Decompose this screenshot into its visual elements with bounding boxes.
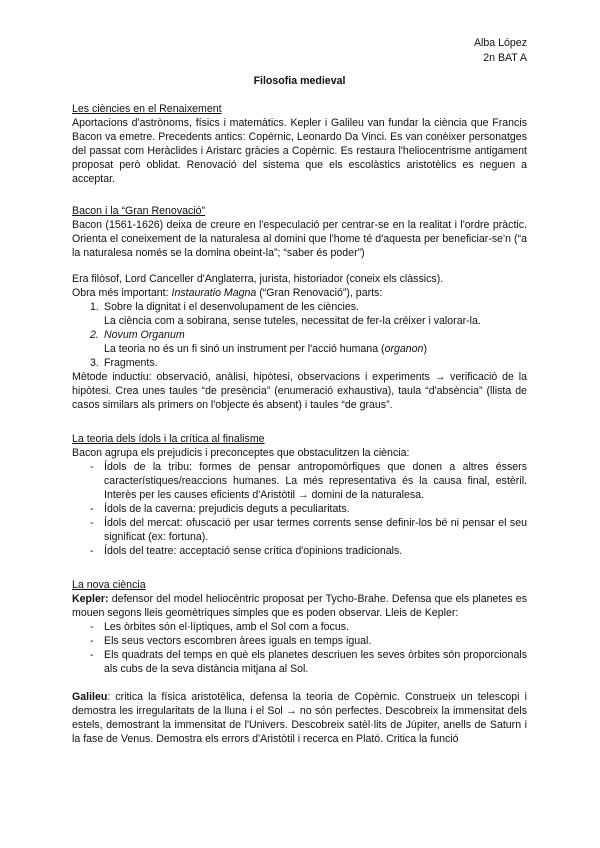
list-number: 3. <box>90 357 99 369</box>
paragraph <box>72 286 527 300</box>
section-heading: La teoria dels ídols i la crítica al finalisme <box>72 433 265 445</box>
paragraph: Bacon (1561-1626) deixa de creure en l'especulació per centrar-se en la realitat i l'ordre pràctic. Orienta el coneixement de la naturalesa al domini que l'home té d'aquesta per beneficiar-se'n (“a la naturalesa només se la domina obeint-la”; “saber és poder”) <box>72 219 527 259</box>
bullet: - <box>90 503 94 515</box>
list-item <box>72 328 527 356</box>
item-title: Fragments. <box>104 357 158 369</box>
bullet-list <box>72 620 527 676</box>
list-item <box>72 544 527 558</box>
section-idols <box>72 432 527 558</box>
list-item <box>72 356 527 370</box>
item-text: Ídols de la caverna: prejudicis deguts a peculiaritats. <box>104 503 350 515</box>
section-nova-ciencia <box>72 578 527 746</box>
section-bacon <box>72 204 527 412</box>
paragraph: Era filòsof, Lord Canceller d'Anglaterra, jurista, historiador (coneix els clàssics). <box>72 273 444 285</box>
list-item <box>72 620 527 634</box>
section-heading: Les ciències en el Renaixement <box>72 103 222 115</box>
section-renaixement <box>72 102 527 186</box>
bullet: - <box>90 517 94 529</box>
bullet: - <box>90 461 94 473</box>
class-name: 2n BAT A <box>483 52 527 64</box>
bullet: - <box>90 649 94 661</box>
bullet: - <box>90 545 94 557</box>
item-text: Ídols de la tribu: formes de pensar antropomòrfiques que donen a altres éssers característiques/reaccions humanes. La més representativa és la causa final, estèril. Interès per les causes eficients d'Aristòtil → domini de la naturalesa. <box>104 461 527 501</box>
list-number: 1. <box>90 301 99 313</box>
paragraph: Mètode inductiu: observació, anàlisi, hipòtesi, observacions i experiments → verificació de la hipòtesi. Crea unes taules “de presència” (enumeració exhaustiva), taula “d'absència” (llista de casos similars als primers on l'objecte és absent) i taules “de graus”. <box>72 371 527 411</box>
document-title: Filosofia medieval <box>253 75 346 87</box>
galileu-label: Galileu <box>72 691 108 703</box>
text: (“Gran Renovació”), parts: <box>256 287 383 299</box>
item-title: Sobre la dignitat i el desenvolupament de les ciències. <box>104 301 359 313</box>
text: defensor del model heliocèntric proposat per Tycho-Brahe. Defensa que els planetes es mouen segons lleis geomètriques simples que es poden observar. Lleis de Kepler: <box>72 593 527 619</box>
document-page <box>72 36 527 746</box>
item-text: Els quadrats del temps en què els planetes descriuen les seves òrbites són proporcionals als cubs de la seva distància mitjana al Sol. <box>104 649 527 675</box>
text: : critica la física aristotèlica, defensa la teoria de Copèrnic. Construeix un telescopi i demostra les irregularitats de la lluna i el Sol → no són perfectes. Descobreix la immensitat dels estels, demostrant la immensitat de l'Univers. Descobreix satèl·lits de Júpiter, anells de Saturn i la fase de Venus. Demostra els errors d'Aristòtil i recerca en Plató. Critica la funció <box>72 691 527 745</box>
section-heading: La nova ciència <box>72 579 146 591</box>
paragraph: Bacon agrupa els prejudicis i preconceptes que obstaculitzen la ciència: <box>72 447 410 459</box>
list-item <box>72 300 527 328</box>
list-item <box>72 516 527 544</box>
numbered-list <box>72 300 527 370</box>
author-block <box>72 36 527 66</box>
item-text: Les òrbites són el·líptiques, amb el Sol com a focus. <box>104 621 349 633</box>
kepler-label: Kepler: <box>72 593 109 605</box>
book-title: Instauratio Magna <box>171 287 257 299</box>
paragraph <box>72 592 527 620</box>
bullet-list <box>72 460 527 558</box>
item-text: Ídols del teatre: acceptació sense crítica d'opinions tradicionals. <box>104 545 403 557</box>
paragraph: Aportacions d'astrònoms, físics i matemàtics. Kepler i Galileu van fundar la ciència que Francis Bacon va emetre. Precedents antics: Copèrnic, Leonardo Da Vinci. Es van conèixer personatges del passat com Heràclides i Aristarc gràcies a Copèrnic. Es restaura l'heliocentrisme antigament proposat però oblidat. Renovació del sistema que els escolàstics aristotèlics es neguen a acceptar. <box>72 117 527 185</box>
section-heading: Bacon i la “Gran Renovació” <box>72 205 206 217</box>
list-number: 2. <box>90 329 99 341</box>
item-title: Novum Organum <box>104 329 185 341</box>
text: ) <box>423 343 427 355</box>
text-emphasis: organon <box>384 343 424 355</box>
bullet: - <box>90 635 94 647</box>
text: La teoria no és un fi sinó un instrument per l'acció humana ( <box>104 343 385 355</box>
list-item <box>72 648 527 676</box>
text: Obra més important: <box>72 287 172 299</box>
list-item <box>72 502 527 516</box>
item-text: Ídols del mercat: ofuscació per usar termes corrents sense definir-los bé ni pensar el seu significat (ex: fortuna). <box>104 517 527 543</box>
paragraph <box>72 690 527 746</box>
bullet: - <box>90 621 94 633</box>
item-description <box>104 342 527 356</box>
list-item <box>72 460 527 502</box>
item-description: La ciència com a sobirana, sense tuteles, necessitat de fer-la créixer i valorar-la. <box>104 315 481 327</box>
item-text: Els seus vectors escombren àrees iguals en temps igual. <box>104 635 372 647</box>
list-item <box>72 634 527 648</box>
author-name: Alba López <box>473 37 527 49</box>
